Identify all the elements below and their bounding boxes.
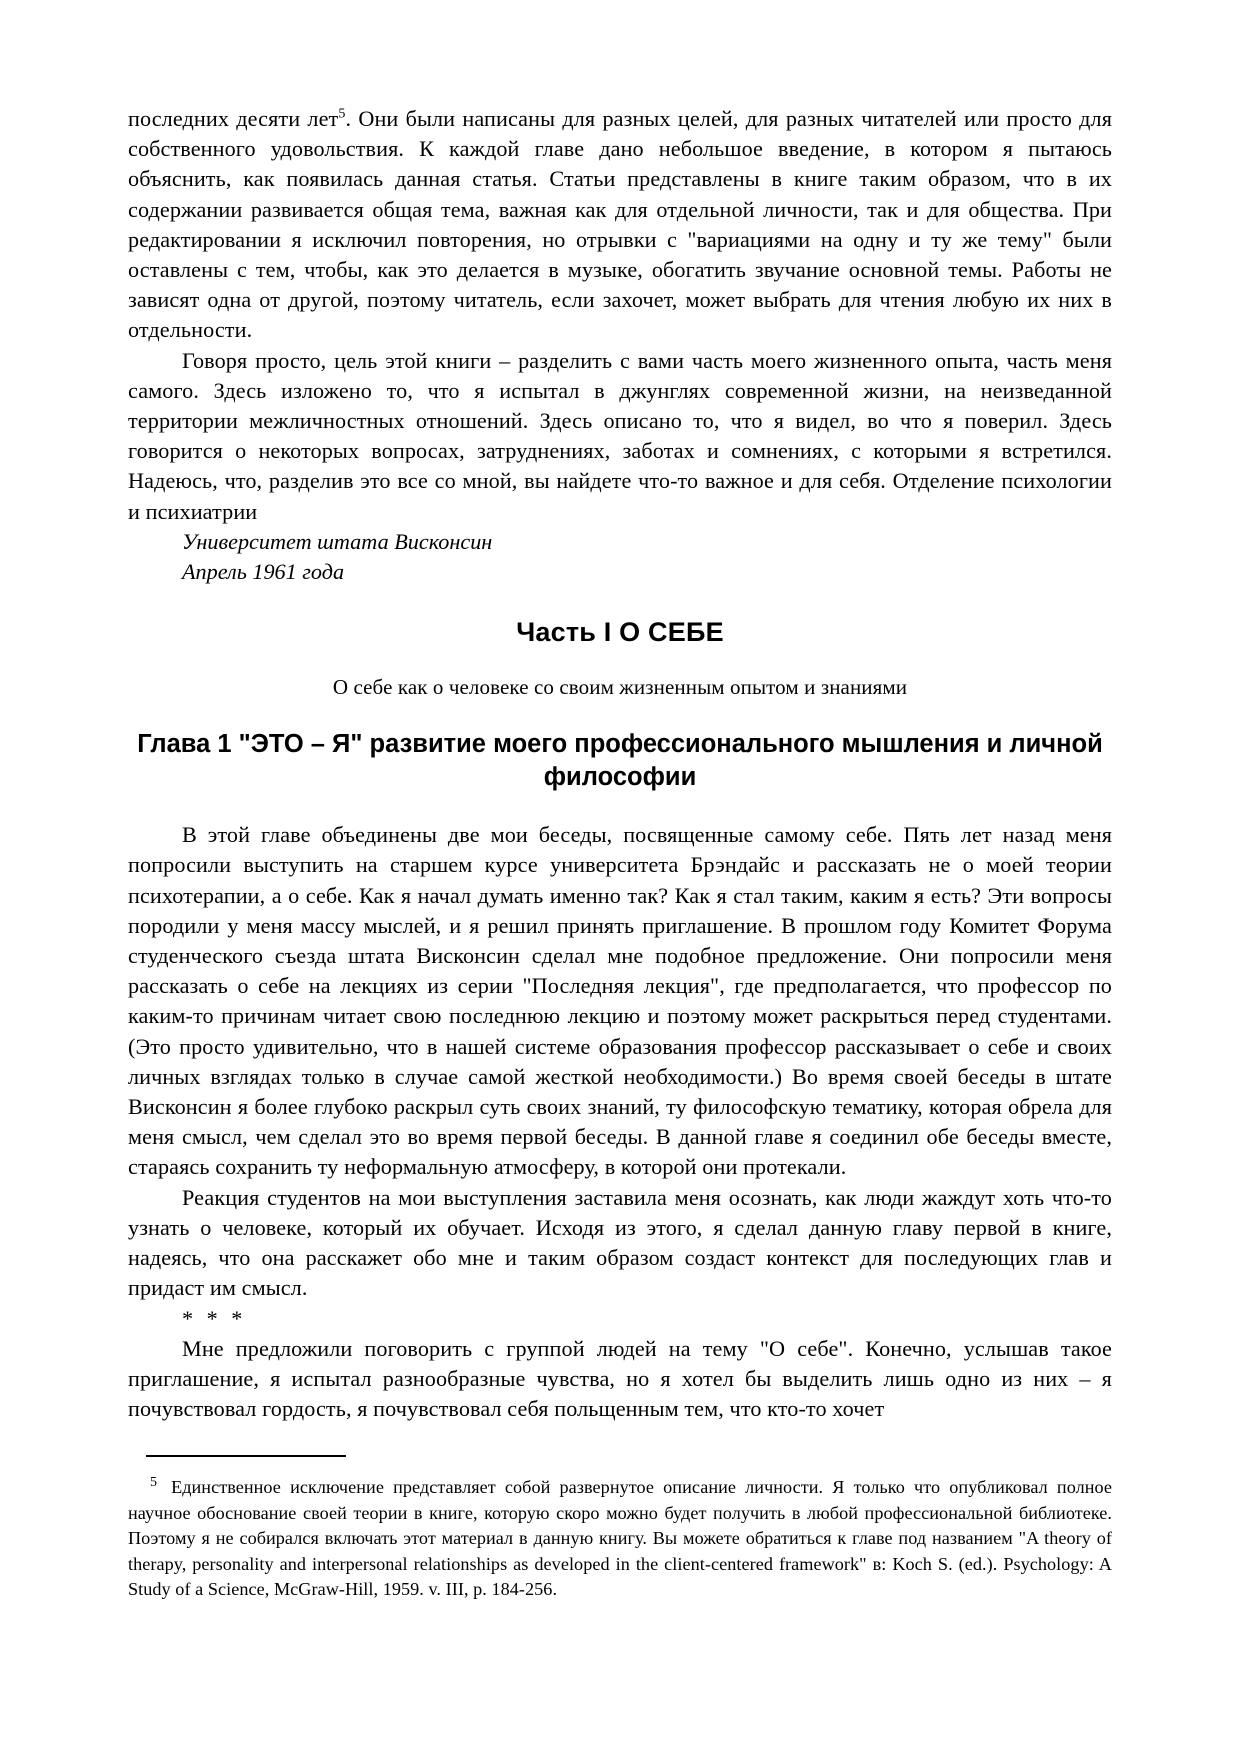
part-subtitle: О себе как о человеке со своим жизненным опытом и знаниями (332, 675, 908, 700)
footnote-area (128, 1455, 1112, 1603)
chapter-paragraph-2: Реакция студентов на мои выступления заставила меня осознать, как люди жаждут хоть что-то узнать о человеке, который их обучает. Исходя из этого, я сделал данную главу первой в книге, надеясь, что она расскажет обо мне и таким образом создаст контекст для последующих глав и придаст им смысл. (128, 1184, 1112, 1301)
paragraph-purpose-of-book: Говоря просто, цель этой книги – разделить с вами часть моего жизненного опыта, часть меня самого. Здесь изложено то, что я испытал в джунглях современной жизни, на неизведанной территории межличностных отношений. Здесь описано то, что я видел, во что я поверил. Здесь говорится о некоторых вопросах, затруднениях, заботах и сомнениях, с которыми я встретился. Надеюсь, что, разделив это все со мной, вы найдете что-то важное и для себя. Отделение психологии и психиатрии (128, 347, 1112, 524)
chapter-body (128, 794, 1112, 1424)
footnote-separator-rule (146, 1455, 346, 1457)
section-separator: * * * (182, 1305, 247, 1331)
footnote-reference-marker: 5 (338, 106, 346, 122)
paragraph-text-pre: последних десяти лет (128, 106, 339, 131)
page-content (128, 104, 1112, 1424)
chapter-title: Глава 1 "ЭТО – Я" развитие моего профессионального мышления и личной философии (137, 730, 1103, 792)
chapter-paragraph-1: В этой главе объединены две мои беседы, посвященные самому себе. Пять лет назад меня попросили выступить на старшем курсе университета Брэндайс и рассказать не о моей теории психотерапии, а о себе. Как я начал думать именно так? Как я стал таким, каким я есть? Эти вопросы породили у меня массу мыслей, и я решил принять приглашение. В прошлом году Комитет Форума студенческого съезда штата Висконсин сделал мне подобное предложение. Они попросили меня рассказать о себе на лекциях из серии "Последняя лекция", где предполагается, что профессор по каким-то причинам читает свою последнюю лекцию и поэтому может раскрыться перед студентами. (Это просто удивительно, что в нашей системе образования профессор рассказывает о себе и своих личных взглядах только в случае самой жесткой необходимости.) Во время своей беседы в штате Висконсин я более глубоко раскрыл суть своих знаний, ту философскую тематику, которая обрела для меня смысл, чем сделал это во время первой беседы. В данной главе я соединил обе беседы вместе, стараясь сохранить ту неформальную атмосферу, в которой они протекали. (128, 822, 1112, 1180)
chapter-paragraph-3: Мне предложили поговорить с группой людей на тему "О себе". Конечно, услышав такое приглашение, я испытал разнообразные чувства, но я хотел бы выделить лишь одно из них – я почувствовал гордость, я почувствовал себя польщенным тем, что кто-то хочет (128, 1335, 1112, 1422)
footnote-text: Единственное исключение представляет собой развернутое описание личности. Я только что опубликовал полное научное обоснование своей теории в книге, которую скоро можно будет получить в любой профессиональной библиотеке. Поэтому я не собирался включать этот материал в данную книгу. Вы можете обратиться к главе под названием "A theory of therapy, personality and interpersonal relationships as developed in the client-centered framework" в: Koch S. (ed.). Psychology: A Study of a Science, McGraw-Hill, 1959. v. III, p. 184-256. (128, 1477, 1112, 1600)
signature-date: Апрель 1961 года (182, 559, 345, 585)
footnote-number: 5 (150, 1474, 158, 1490)
signature-university: Университет штата Висконсин (182, 528, 493, 554)
paragraph-text-post: . Они были написаны для разных целей, для разных читателей или просто для собственного удовольствия. К каждой главе дано небольшое введение, в котором я пытаюсь объяснить, как появилась данная статья. Статьи представлены в книге таким образом, что в их содержании развивается общая тема, важная как для отдельной личности, так и для общества. При редактировании я исключил повторения, но отрывки с "вариациями на одну и ту же тему" были оставлены с тем, чтобы, как это делается в музыке, обогатить звучание основной темы. Работы не зависят одна от другой, поэтому читатель, если захочет, может выбрать для чтения любую их них в отдельности. (128, 106, 1112, 343)
paragraph-continuation (128, 104, 1112, 346)
footnote-entry (128, 1475, 1112, 1603)
part-title: Часть I О СЕБЕ (516, 617, 724, 648)
